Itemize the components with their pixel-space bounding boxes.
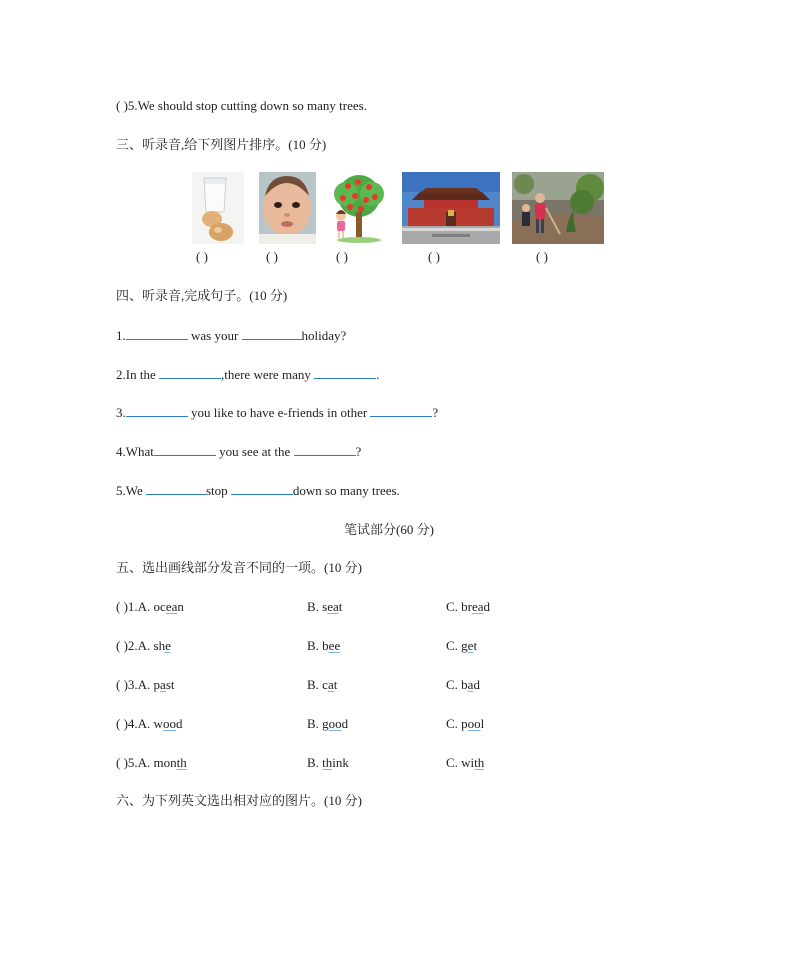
option-c-5 <box>446 754 484 772</box>
sentence-3-mid: you like to have e-friends in other <box>187 405 371 420</box>
word-suffix: t <box>473 638 478 653</box>
underlined-letters: th <box>474 755 485 770</box>
answer-blank[interactable] <box>314 366 376 379</box>
option-c-1 <box>446 598 490 616</box>
section-5-heading: 五、选出画线部分发音不同的一项。(10 分) <box>116 560 362 575</box>
sentence-1-mid: was your <box>187 328 242 343</box>
word-suffix: d <box>341 716 349 731</box>
word-suffix: d <box>473 677 480 692</box>
question-number <box>116 598 184 616</box>
word-prefix: mon <box>153 755 177 770</box>
word-suffix: ink <box>332 755 349 770</box>
baby-image <box>259 172 316 244</box>
sentence-2-mid: ,there were many <box>220 367 315 382</box>
question-label: ( )3.A. <box>116 677 154 692</box>
sentence-3-start: 3. <box>116 405 126 420</box>
word-prefix: B. b <box>307 638 329 653</box>
word-prefix: sh <box>153 638 166 653</box>
word-prefix: p <box>153 677 161 692</box>
sentence-1 <box>116 327 346 345</box>
answer-blank[interactable] <box>370 404 432 417</box>
sentence-5-start: 5.We <box>116 483 146 498</box>
sentence-4-mid: you see at the <box>215 444 294 459</box>
option-c-2 <box>446 637 477 655</box>
question-label: ( )2.A. <box>116 638 154 653</box>
question-label: ( )4.A. <box>116 716 154 731</box>
word-suffix: st <box>165 677 175 692</box>
word-prefix: C. br <box>446 599 472 614</box>
picture-3-answer-parens: ( ) <box>336 249 348 264</box>
underlined-letters: ee <box>328 638 341 653</box>
sentence-2-end: . <box>376 367 380 382</box>
sentence-5 <box>116 482 400 500</box>
word-prefix: B. g <box>307 716 329 731</box>
word-prefix: w <box>153 716 163 731</box>
underlined-letters: oo <box>328 716 342 731</box>
sentence-2 <box>116 366 379 384</box>
sentence-4-start: 4.What <box>116 444 154 459</box>
milk-eggs-image <box>192 172 244 244</box>
sentence-3 <box>116 404 438 422</box>
word-suffix: t <box>333 677 338 692</box>
word-suffix: n <box>177 599 184 614</box>
underlined-letters: a <box>160 677 166 692</box>
tiananmen-image <box>402 172 500 244</box>
picture-4-answer-parens: ( ) <box>428 249 440 264</box>
sentence-5-end: down so many trees. <box>292 483 400 498</box>
option-b-2 <box>307 637 340 655</box>
question-number <box>116 676 175 694</box>
sentence-1-start: 1. <box>116 328 126 343</box>
sentence-1-end: holiday? <box>301 328 347 343</box>
word-prefix: C. b <box>446 677 468 692</box>
word-prefix: B. s <box>307 599 328 614</box>
underlined-letters: oo <box>162 716 176 731</box>
written-part-header: 笔试部分(60 分) <box>344 522 434 537</box>
underlined-letters: a <box>327 677 334 692</box>
underlined-letters: th <box>322 755 333 770</box>
section-6-heading: 六、为下列英文选出相对应的图片。(10 分) <box>116 793 362 808</box>
word-prefix: oc <box>153 599 166 614</box>
answer-blank[interactable] <box>146 482 206 495</box>
answer-blank[interactable] <box>294 443 356 456</box>
question-label: ( )1.A. <box>116 599 154 614</box>
sentence-4 <box>116 443 361 461</box>
question-label: ( )5.A. <box>116 755 154 770</box>
word-suffix: d <box>483 599 491 614</box>
answer-blank[interactable] <box>154 443 216 456</box>
word-prefix: C. wi <box>446 755 475 770</box>
question-number <box>116 754 187 772</box>
underlined-letters: ea <box>165 599 178 614</box>
answer-blank[interactable] <box>242 327 302 340</box>
picture-1-answer-parens: ( ) <box>196 249 208 264</box>
sentence-5-mid: stop <box>206 483 231 498</box>
underlined-letters: e <box>467 638 474 653</box>
word-prefix: B. <box>307 755 323 770</box>
answer-blank[interactable] <box>126 327 188 340</box>
sentence-3-end: ? <box>432 405 439 420</box>
sentence-4-end: ? <box>355 444 362 459</box>
answer-blank[interactable] <box>159 366 221 379</box>
underlined-letters: e <box>165 638 171 653</box>
option-b-3 <box>307 676 337 694</box>
section-3-heading: 三、听录音,给下列图片排序。(10 分) <box>116 137 327 152</box>
word-prefix: B. c <box>307 677 328 692</box>
word-suffix: l <box>480 716 485 731</box>
answer-blank[interactable] <box>126 404 188 417</box>
underlined-letters: ea <box>327 599 339 614</box>
underlined-letters: oo <box>467 716 481 731</box>
question-5-sentence: ( )5.We should stop cutting down so many trees. <box>116 98 367 113</box>
answer-blank[interactable] <box>231 482 293 495</box>
picture-5-answer-parens: ( ) <box>536 249 548 264</box>
underlined-letters: th <box>176 755 187 770</box>
tree-planting-image <box>512 172 604 244</box>
question-number <box>116 637 171 655</box>
option-c-3 <box>446 676 480 694</box>
section-4-heading: 四、听录音,完成句子。(10 分) <box>116 288 288 303</box>
underlined-letters: ea <box>472 599 484 614</box>
word-suffix: t <box>338 599 343 614</box>
option-b-1 <box>307 598 342 616</box>
option-b-5 <box>307 754 349 772</box>
question-number <box>116 715 182 733</box>
word-prefix: C. p <box>446 716 468 731</box>
sentence-2-start: 2.In the <box>116 367 159 382</box>
underlined-letters: a <box>467 677 474 692</box>
word-prefix: C. g <box>446 638 468 653</box>
apple-tree-image <box>328 172 390 244</box>
picture-2-answer-parens: ( ) <box>266 249 278 264</box>
option-b-4 <box>307 715 348 733</box>
option-c-4 <box>446 715 484 733</box>
word-suffix: d <box>175 716 183 731</box>
